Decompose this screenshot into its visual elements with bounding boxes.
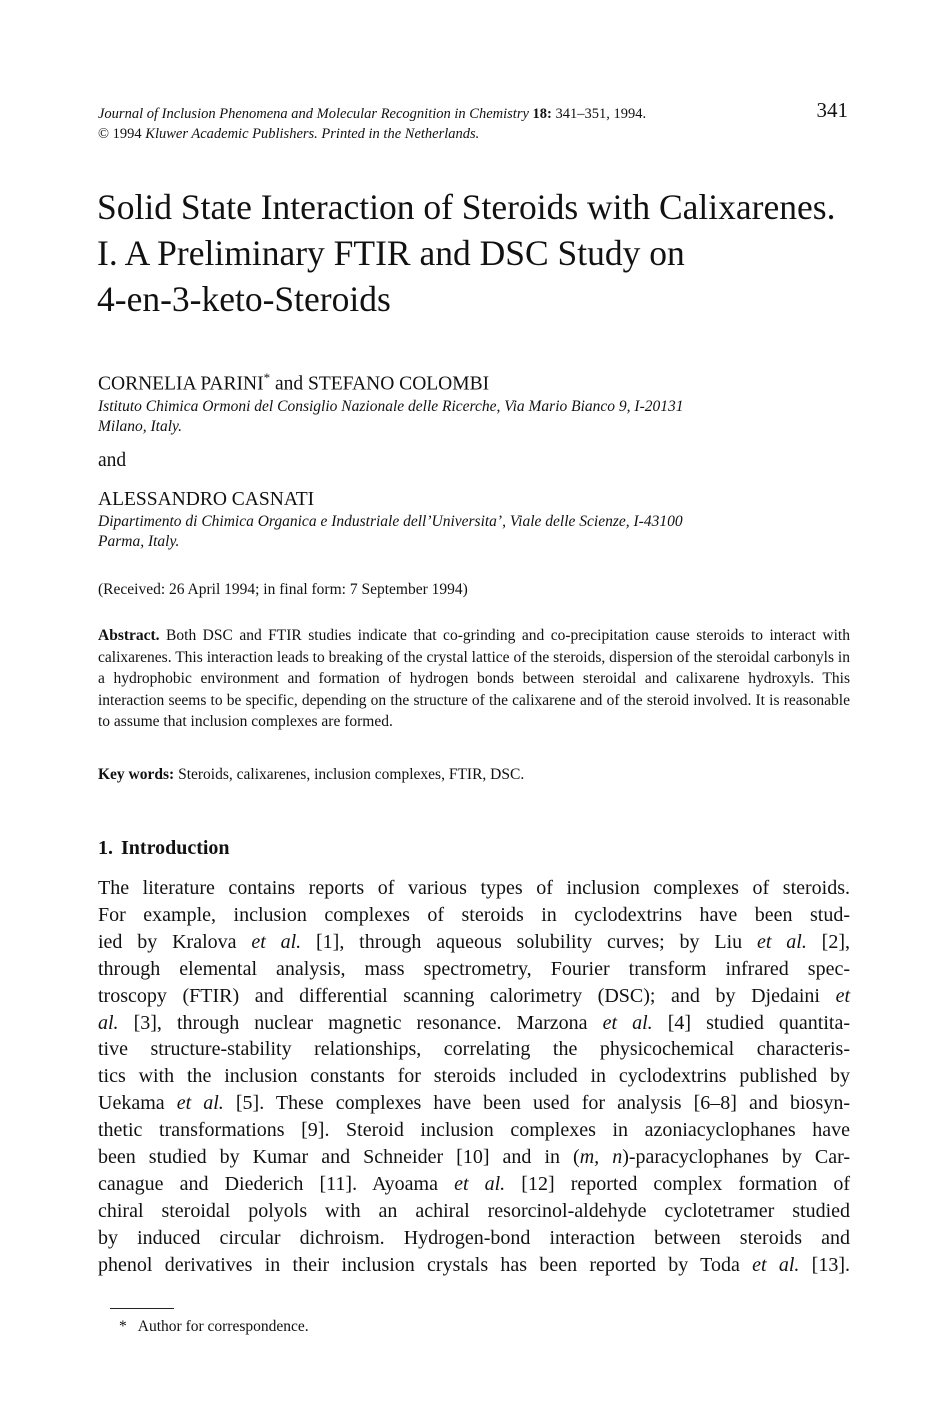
keywords: [98, 766, 850, 784]
section-title: Introduction: [121, 837, 230, 859]
body-line: [98, 902, 850, 929]
journal-pages-year: 341–351, 1994.: [555, 106, 647, 122]
section-number: 1.: [98, 837, 113, 859]
text-run: tive structure-stability relationships, correlating the physicochemical characteris-: [98, 1038, 850, 1061]
italic-run: et al.: [251, 930, 302, 953]
body-line: [98, 1198, 850, 1225]
text-run: [4] studied quantita-: [652, 1011, 850, 1034]
text-run: thetic transformations [9]. Steroid inclusion complexes in azoniacyclophanes have: [98, 1119, 850, 1142]
text-run: by induced circular dichroism. Hydrogen-bond interaction between steroids and: [98, 1226, 850, 1249]
body-line: [98, 1010, 850, 1037]
paper-title: [97, 184, 857, 322]
running-header: [98, 98, 850, 144]
text-run: phenol derivatives in their inclusion crystals has been reported by Toda: [98, 1253, 753, 1276]
title-line: Solid State Interaction of Steroids with Calixarenes.: [97, 187, 836, 227]
affiliation-line: Parma, Italy.: [98, 533, 180, 550]
italic-run: et al.: [752, 1253, 800, 1276]
text-run: [1], through aqueous solubility curves; by Liu: [301, 930, 757, 953]
italic-run: et: [835, 984, 850, 1007]
page-number: 341: [816, 98, 848, 122]
author-name: ALESSANDRO CASNATI: [98, 489, 315, 510]
author-name: CORNELIA PARINI: [98, 373, 264, 395]
italic-run: et al.: [757, 930, 807, 953]
introduction-body: [98, 875, 850, 1279]
text-run: chiral steroidal polyols with an achiral resorcinol-aldehyde cyclotetramer studied: [98, 1199, 850, 1222]
title-line: 4-en-3-keto-Steroids: [97, 279, 391, 319]
correspondence-mark: *: [263, 370, 271, 385]
body-line: [98, 1090, 850, 1117]
affiliation-line: Dipartimento di Chimica Organica e Industriale dell’Universita’, Viale delle Scienze, I-43100: [98, 513, 683, 530]
italic-run: et al.: [176, 1092, 224, 1115]
keywords-text: Steroids, calixarenes, inclusion complexes, FTIR, DSC.: [178, 766, 525, 783]
italic-run: et al.: [454, 1172, 506, 1195]
copyright-line: [98, 124, 850, 144]
section-heading: [98, 837, 230, 860]
body-line: [98, 983, 850, 1010]
text-run: tics with the inclusion constants for steroids included in cyclodextrins published by: [98, 1065, 850, 1088]
publisher-line: Kluwer Academic Publishers. Printed in the Netherlands.: [145, 126, 480, 142]
italic-run: m, n: [579, 1146, 623, 1169]
text-run: )-paracyclophanes by Car-: [622, 1146, 851, 1169]
text-run: ied by Kralova: [98, 930, 252, 953]
text-run: [13].: [799, 1253, 850, 1276]
body-line: [98, 1225, 850, 1252]
body-line: [98, 1117, 850, 1144]
text-run: [2],: [806, 930, 850, 953]
copyright-year: 1994: [112, 126, 142, 142]
body-line: [98, 1252, 850, 1279]
affiliation-1: [98, 397, 850, 437]
footnote-text: Author for correspondence.: [137, 1318, 309, 1335]
and-word: and: [98, 450, 127, 471]
body-line: [98, 929, 850, 956]
footnote-mark: *: [119, 1318, 127, 1335]
text-run: [5]. These complexes have been used for analysis [6–8] and biosyn-: [223, 1092, 851, 1115]
abstract: [98, 625, 850, 733]
italic-run: et al.: [602, 1011, 653, 1034]
text-run: Uekama: [98, 1092, 177, 1115]
affiliation-line: Istituto Chimica Ormoni del Consiglio Nazionale delle Ricerche, Via Mario Bianco 9, I-20131: [98, 397, 684, 415]
journal-citation-line: [98, 104, 850, 124]
keywords-label: Key words:: [98, 766, 175, 783]
affiliation-2: [98, 512, 850, 552]
italic-run: al.: [98, 1011, 119, 1034]
author-name: and STEFANO COLOMBI: [274, 373, 490, 395]
body-line: [98, 1144, 850, 1171]
text-run: canague and Diederich [11]. Ayoama: [98, 1172, 455, 1195]
text-run: For example, inclusion complexes of steroids in cyclodextrins have been stud-: [98, 903, 850, 926]
text-run: been studied by Kumar and Schneider [10] and in (: [98, 1146, 580, 1169]
footnote: [119, 1318, 309, 1336]
text-run: through elemental analysis, mass spectrometry, Fourier transform infrared spec-: [98, 957, 850, 980]
body-line: [98, 1171, 850, 1198]
body-line: [98, 1036, 850, 1063]
affiliation-line: Milano, Italy.: [98, 417, 182, 435]
journal-name: Journal of Inclusion Phenomena and Molecular Recognition in Chemistry: [98, 106, 529, 122]
text-run: troscopy (FTIR) and differential scanning calorimetry (DSC); and by Djedaini: [98, 984, 836, 1007]
footnote-divider: [110, 1308, 174, 1309]
received-dates: (Received: 26 April 1994; in final form: 7 September 1994): [98, 581, 468, 598]
copyright-symbol: ©: [98, 126, 110, 142]
author-block-1: [98, 366, 850, 437]
text-run: [3], through nuclear magnetic resonance. Marzona: [118, 1011, 603, 1034]
body-line: [98, 956, 850, 983]
journal-volume: 18:: [532, 106, 552, 122]
text-run: [12] reported complex formation of: [505, 1172, 850, 1195]
authors-line-1: [98, 366, 850, 397]
abstract-text: Both DSC and FTIR studies indicate that co-grinding and co-precipitation cause steroids to interact with calixarenes. This interaction leads to breaking of the crystal lattice of the steroids, dispersion of the steroidal carbonyls in a hydrophobic environment and formation of hydrogen bonds between steroidal and calixarene hydroxyls. This interaction seems to be specific, depending on the structure of the calixarene and of the steroid involved. It is reasonable to assume that inclusion complexes are formed.: [98, 627, 850, 730]
abstract-label: Abstract.: [98, 627, 160, 644]
body-line: [98, 1063, 850, 1090]
text-run: The literature contains reports of various types of inclusion complexes of steroids.: [98, 877, 850, 899]
body-line: [98, 875, 850, 902]
title-line: I. A Preliminary FTIR and DSC Study on: [97, 233, 685, 273]
author-block-2: [98, 488, 850, 552]
